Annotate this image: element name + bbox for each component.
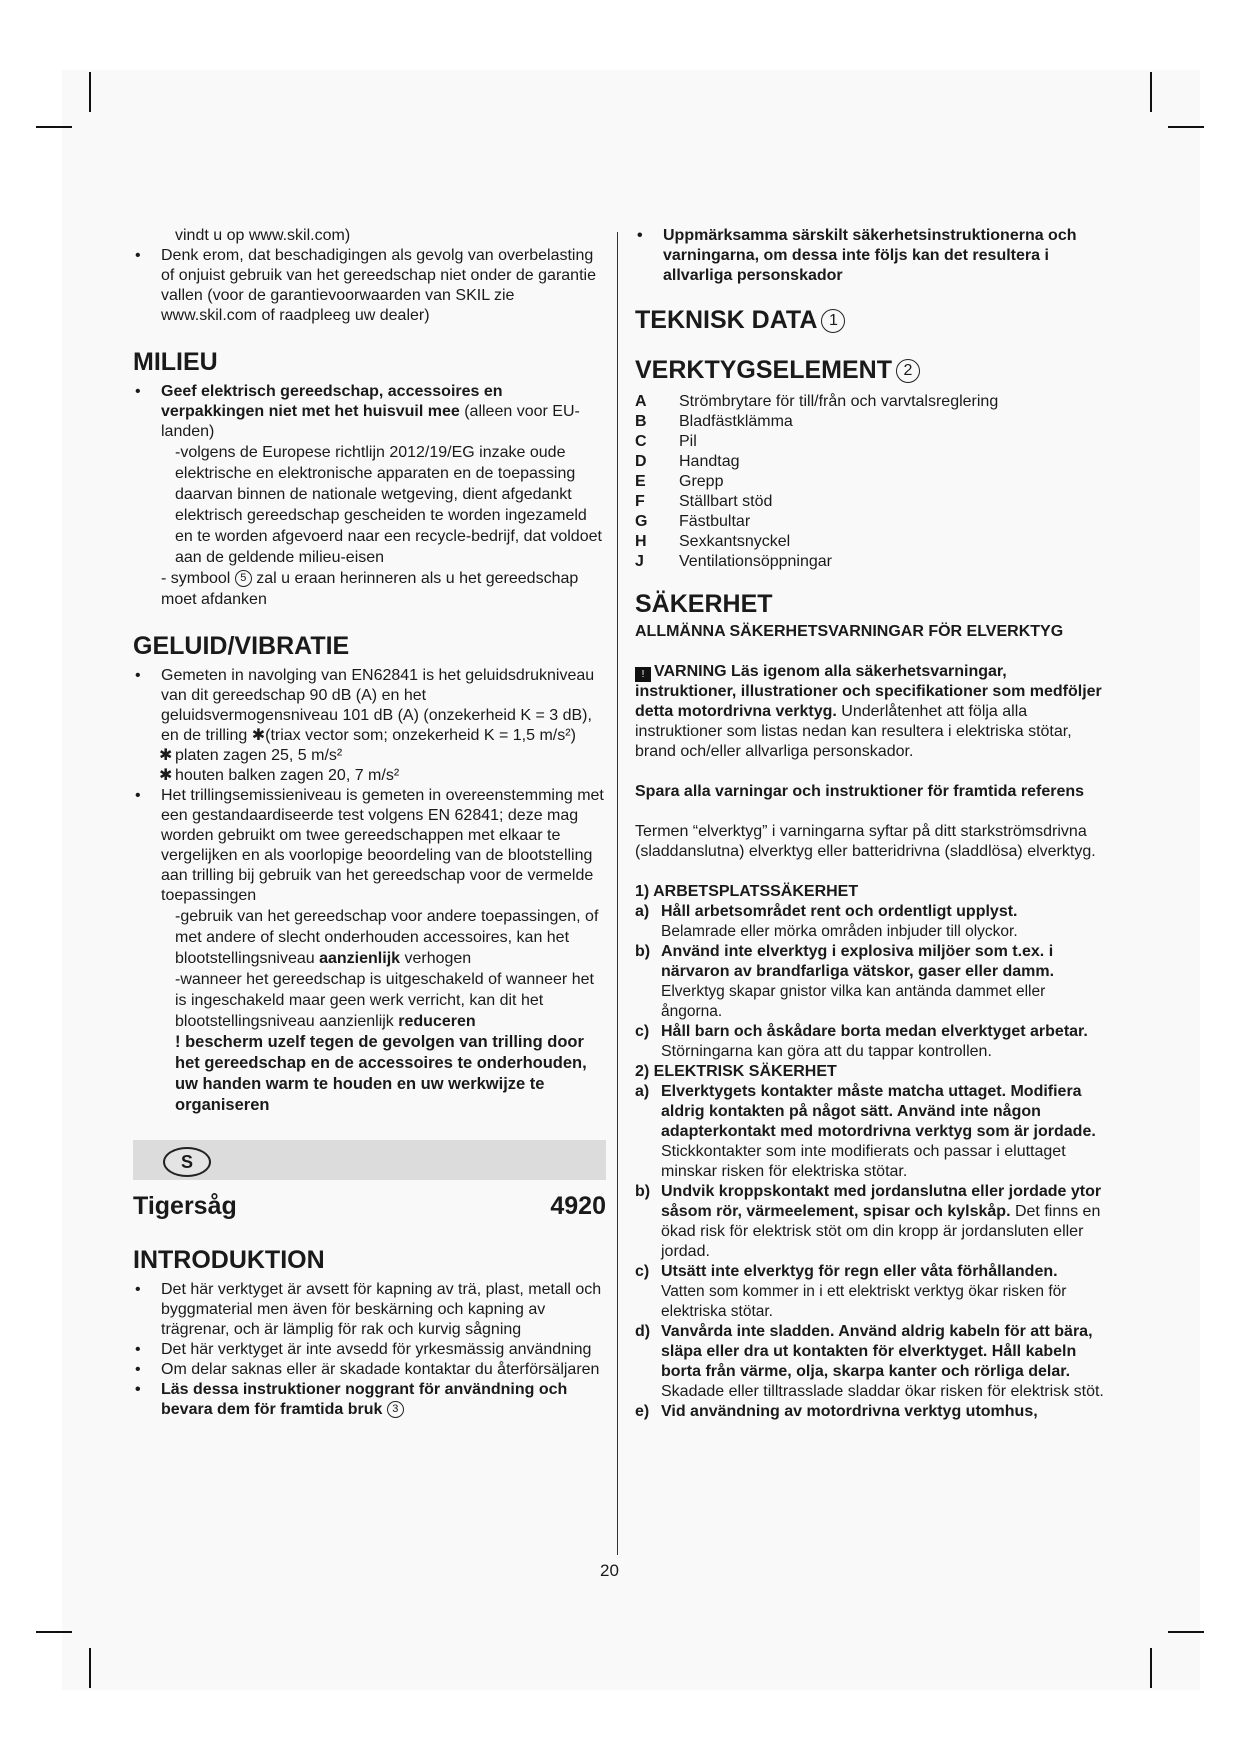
page-number: 20 — [600, 1561, 619, 1580]
crop-mark — [36, 1631, 72, 1633]
item-label: e) — [635, 1403, 650, 1420]
asterisk-icon: ✱ — [159, 767, 173, 784]
geluid-sub-2 — [133, 969, 606, 1032]
verktyg-heading-text: VERKTYGSELEMENT — [635, 356, 892, 384]
item-label: c) — [635, 1023, 650, 1040]
column-divider — [617, 232, 618, 1555]
part-letter: B — [635, 413, 647, 430]
safety-attention-bullet: • Uppmärksamma särskilt säkerhetsinstruktionerna och varningarna, om dessa inte följs kan det resultera i allvarliga personskador — [635, 226, 1110, 286]
warranty-bullet: • Denk erom, dat beschadigingen als gevolg van overbelasting of onjuist gebruik van het gereedschap niet onder de garantie vallen (voor de garantievoorwaarden van SKIL zie www.skil.com of raadpleeg uw dealer) — [133, 246, 606, 326]
warning-icon: ! — [635, 667, 651, 682]
item-rest: Stickkontakter som inte modifierats och passar i eluttaget minskar risken för elektriska stötar. — [661, 1143, 1066, 1180]
sakerhet-heading: SÄKERHET — [635, 590, 773, 618]
sub2-text: -wanneer het gereedschap is uitgeschakeld of wanneer het is ingeschakeld maar geen werk verricht, kan dit het blootstellingsniveau aanzienlijk — [175, 971, 594, 1030]
warning-bold: VARNING Läs igenom alla säkerhetsvarningar, instruktioner, illustrationer och specifikationer som medföljer detta motordrivna verktyg. — [635, 663, 1102, 720]
part-name: Ställbart stöd — [679, 493, 773, 510]
item-label: b) — [635, 1183, 651, 1200]
language-band — [133, 1140, 606, 1180]
item-2a — [635, 1082, 1110, 1182]
asterisk-icon: ✱ — [159, 747, 173, 764]
item-label: a) — [635, 903, 650, 920]
warning-rest: Underlåtenhet att följa alla instruktioner som listas nedan kan resultera i elektriska stötar, brand och/eller allvarliga personskador. — [635, 703, 1072, 760]
crop-mark — [1150, 72, 1152, 112]
item-bold: Håll barn och åskådare borta medan elverktyget arbetar. — [661, 1023, 1088, 1040]
item-label: b) — [635, 943, 651, 960]
sub1-end: verhogen — [404, 950, 472, 967]
figure-2-icon: 2 — [896, 359, 920, 383]
item-bold: Elverktygets kontakter måste matcha uttaget. Modifiera aldrig kontakten på något sätt. Använd inte någon adapterkontakt med motordrivna verktyg som är jordade. — [661, 1083, 1096, 1140]
part-name: Bladfästklämma — [679, 413, 793, 430]
item-rest: Elverktyg skapar gnistor vilka kan antända dammet eller ångorna. — [661, 983, 1046, 1020]
symbol-prefix: - symbool — [161, 570, 231, 587]
milieu-symbol-note — [133, 568, 606, 610]
sub1-bold: aanzienlijk — [319, 950, 401, 967]
intro-bullet-1: • Det här verktyget är avsett för kapning av trä, plast, metall och byggmaterial men även för beskärning och kapning av trägrenar, och är lämplig för rak och kurvig sågning — [133, 1280, 606, 1340]
intro-bullet-4-text: Läs dessa instruktioner noggrant för användning och bevara dem för framtida bruk — [161, 1381, 568, 1418]
crop-mark — [1168, 126, 1204, 128]
item-bold: Håll arbetsområdet rent och ordentligt upplyst. — [661, 903, 1018, 920]
crop-mark — [89, 1648, 91, 1688]
parts-list — [635, 392, 1110, 572]
item-bold: Utsätt inte elverktyg för regn eller våta förhållanden. — [661, 1263, 1058, 1280]
intro-bullet-4 — [133, 1380, 606, 1420]
item-1c — [635, 1022, 1110, 1062]
part-letter: J — [635, 553, 644, 570]
item-2e — [635, 1402, 1110, 1422]
product-number: 4920 — [550, 1192, 606, 1220]
item-bold: Undvik kroppskontakt med jordanslutna eller jordade ytor såsom rör, värmeelement, spisar och kylskåp. — [661, 1183, 1102, 1220]
part-name: Handtag — [679, 453, 740, 470]
item-2b — [635, 1182, 1110, 1262]
warning-paragraph — [635, 662, 1110, 762]
product-title-row — [133, 1190, 606, 1222]
part-name: Grepp — [679, 473, 724, 490]
part-letter: G — [635, 513, 648, 530]
sakerhet-subheading: ALLMÄNNA SÄKERHETSVARNINGAR FÖR ELVERKTYG — [635, 623, 1064, 640]
part-name: Ventilationsöppningar — [679, 553, 833, 570]
figure-1-icon: 1 — [821, 309, 845, 333]
part-name: Strömbrytare för till/från och varvtalsreglering — [679, 393, 999, 410]
item-bold: Använd inte elverktyg i explosiva miljöer som t.ex. i närvaron av brandfarliga vätskor, gaser eller damm. — [661, 943, 1055, 980]
milieu-bullet-bold: Geef elektrisch gereedschap, accessoires en verpakkingen niet met het huisvuil mee — [161, 383, 503, 420]
product-title: Tigersåg — [133, 1192, 237, 1220]
right-column — [635, 226, 1110, 1422]
teknisk-heading — [635, 304, 1110, 336]
item-rest: Störningarna kan göra att du tappar kontrollen. — [661, 1043, 992, 1060]
item-1a — [635, 902, 1110, 942]
item-label: c) — [635, 1263, 650, 1280]
part-name: Pil — [679, 433, 697, 450]
item-rest: Belamrade eller mörka områden inbjuder till olyckor. — [661, 923, 1018, 940]
symbol-suffix: zal u eraan herinneren als u het gereedschap moet afdanken — [161, 570, 579, 608]
star-text-2: houten balken zagen 20, 7 m/s² — [175, 767, 400, 784]
item-label: d) — [635, 1323, 651, 1340]
star-text-1: platen zagen 25, 5 m/s² — [175, 747, 343, 764]
milieu-bullet-rest: (alleen voor EU-landen) — [161, 403, 580, 440]
item-1b — [635, 942, 1110, 1022]
symbol-5-icon: 5 — [235, 570, 252, 587]
geluid-bullet-2: • Het trillingsemissieniveau is gemeten in overeenstemming met een gestandaardiseerde test volgens EN 62841; deze mag worden gebruikt om twee gereedschappen met elkaar te vergelijken en als voorlopige beoordeling van de blootstelling aan trilling bij gebruik van het gereedschap voor de vermelde toepassingen — [133, 786, 606, 906]
item-label: a) — [635, 1083, 650, 1100]
teknisk-heading-text: TEKNISK DATA — [635, 306, 818, 334]
geluid-heading: GELUID/VIBRATIE — [133, 632, 350, 660]
item-rest: Det finns en ökad risk för elektrisk stöt om din kropp är jordansluten eller jordad. — [661, 1203, 1101, 1260]
geluid-bullet-1: • Gemeten in navolging van EN62841 is het geluidsdrukniveau van dit gereedschap 90 dB (A) en het geluidsvermogensniveau 101 dB (A) (onzekerheid K = 3 dB), en de trilling ✱(triax vector som; onzekerheid K = 1,5 m/s²) — [133, 666, 606, 746]
part-name: Fästbultar — [679, 513, 751, 530]
part-letter: C — [635, 433, 647, 450]
part-letter: E — [635, 473, 646, 490]
crop-mark — [36, 126, 72, 128]
sub1-text: -gebruik van het gereedschap voor andere toepassingen, of met andere of slecht onderhouden accessoires, kan het blootstellingsniveau — [175, 908, 599, 967]
section-2-heading: 2) ELEKTRISK SÄKERHET — [635, 1063, 837, 1080]
part-letter: H — [635, 533, 647, 550]
item-rest: Skadade eller tilltrasslade sladdar ökar risken för elektrisk stöt. — [661, 1383, 1104, 1400]
sub2-bold: reduceren — [398, 1013, 476, 1030]
symbol-3-icon: 3 — [387, 1401, 404, 1418]
geluid-sub-1 — [133, 906, 606, 969]
crop-mark — [1168, 1631, 1204, 1633]
star-line-1 — [133, 746, 606, 766]
geluid-warning: ! bescherm uzelf tegen de gevolgen van trilling door het gereedschap en de accessoires te onderhouden, uw handen warm te houden en uw werkwijze te organiseren — [175, 1033, 587, 1114]
item-2d — [635, 1322, 1110, 1402]
intro-bullet-3: • Om delar saknas eller är skadade kontaktar du återförsäljaren — [133, 1360, 606, 1380]
section-1-heading: 1) ARBETSPLATSSÄKERHET — [635, 883, 859, 900]
save-instructions: Spara alla varningar och instruktioner för framtida referens — [635, 783, 1085, 800]
part-name: Sexkantsnyckel — [679, 533, 791, 550]
website-line: vindt u op www.skil.com) — [175, 227, 351, 244]
left-column — [133, 226, 606, 1420]
item-bold: Vanvårda inte sladden. Använd aldrig kabeln för att bära, släpa eller dra ut kontakten för elverktyget. Håll kabeln borta från värme, olja, skarpa kanter och rörliga delar. — [661, 1323, 1093, 1380]
part-letter: A — [635, 393, 647, 410]
verktyg-heading — [635, 354, 1110, 386]
item-2c — [635, 1262, 1110, 1322]
intro-bullet-2: • Det här verktyget är inte avsedd för yrkesmässig användning — [133, 1340, 606, 1360]
part-letter: F — [635, 493, 645, 510]
star-line-2 — [133, 766, 606, 786]
intro-heading: INTRODUKTION — [133, 1246, 325, 1274]
part-letter: D — [635, 453, 647, 470]
item-bold: Vid användning av motordrivna verktyg utomhus, — [661, 1403, 1038, 1420]
termen-paragraph: Termen “elverktyg” i varningarna syftar på ditt starkströmsdrivna (sladdanslutna) elverktyg eller batteridrivna (sladdlösa) elverktyg. — [635, 823, 1096, 860]
milieu-directive: -volgens de Europese richtlijn 2012/19/EG inzake oude elektrische en elektronische apparaten en de toepassing daarvan binnen de nationale wetgeving, dient afgedankt elektrisch gereedschap gescheiden te worden ingezameld en te worden afgevoerd naar een recycle-bedrijf, dat voldoet aan de geldende milieu-eisen — [175, 444, 602, 566]
language-badge: S — [163, 1147, 211, 1177]
item-rest: Vatten som kommer in i ett elektriskt verktyg ökar risken för elektriska stötar. — [661, 1283, 1067, 1320]
crop-mark — [89, 72, 91, 112]
milieu-bullet — [133, 382, 606, 442]
crop-mark — [1150, 1648, 1152, 1688]
milieu-heading: MILIEU — [133, 348, 218, 376]
